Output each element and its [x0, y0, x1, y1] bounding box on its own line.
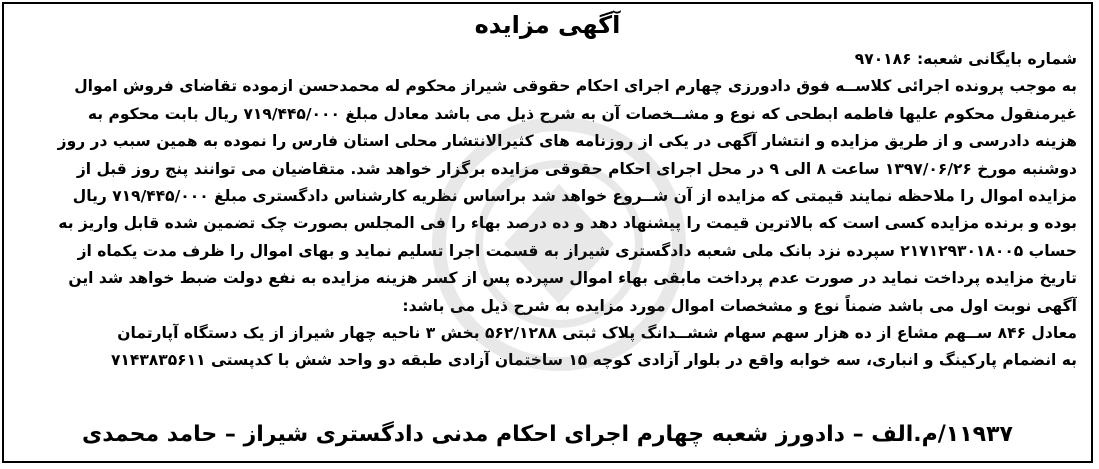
archive-number-line: شماره بایگانی شعبه: ۹۷۰۱۸۶	[854, 50, 1077, 68]
body-line: حساب ۲۱۷۱۲۹۳۰۱۸۰۰۵ سپرده نزد بانک ملی شعبه دادگستری شیراز به قسمت اجرا تسلیم نماید و بهای اموال را ظرف مدت یکماه از	[77, 241, 1077, 260]
property-line: معادل ۸۴۶ ســهم مشاع از ده هزار سهم سهام ششــدانگ پلاک ثبتی ۵۶۲/۱۲۸۸ بخش ۳ ناحیه چهار شیراز از یک دستگاه آپارتمان	[117, 324, 1077, 343]
body-line: هزینه دادرسی و از طریق مزایده و انتشار آگهی در یکی از روزنامه های کثیرالانتشار محلی استان فارس را نموده به همین سبب در روز	[57, 132, 1077, 151]
body-line: بوده و برنده مزایده کسی است که بالاترین قیمت را پیشنهاد دهد و ده درصد بهاء را فی المجلس بصورت چک تضمین شده قابل واریز به	[58, 214, 1077, 233]
notice-frame	[2, 2, 1093, 463]
body-line: غیرمنقول محکوم علیها فاطمه ابطحی که نوع و مشــخصات آن به شرح ذیل می باشد معادل مبلغ ۷۱۹/۴۴۵/۰۰۰ ریال بابت محکوم به	[87, 104, 1077, 123]
body-line: آگهی نوبت اول می باشد ضمناً نوع و مشخصات اموال مورد مزایده به شرح ذیل می باشد:	[402, 296, 1077, 315]
notice-footer: ۱۱۹۳۷/م.الف – دادورز شعبه چهارم اجرای احکام مدنی دادگستری شیراز – حامد محمدی	[82, 422, 1013, 447]
body-line: تاریخ مزایده پرداخت نماید در صورت عدم پرداخت مابقی بهاء اموال سپرده پس از کسر هزینه مزایده به نفع دولت ضبط خواهد شد این	[68, 269, 1077, 288]
property-line: به انضمام پارکینگ و انباری، سه خوابه واقع در بلوار آزادی کوچه ۱۵ ساختمان آزادی طبقه دو واحد شش با کدپستی ۷۱۴۳۸۳۵۶۱۱	[110, 351, 1077, 370]
body-line: به موجب پرونده اجرائی کلاســه فوق دادورزی چهارم اجرای احکام حقوقی شیراز محکوم له محمدحسن ازموده تقاضای فروش اموال	[74, 77, 1077, 96]
body-line: دوشنبه مورخ ۱۳۹۷/۰۶/۲۶ ساعت ۸ الی ۹ در محل اجرای احکام حقوقی مزایده برگزار خواهد شد. متقاضیان می توانند پنج روز قبل از	[76, 159, 1077, 178]
body-line: مزایده اموال را ملاحظه نمایند قیمتی که مزایده از آن شــروع خواهد شد براساس نظریه کارشناس دادگستری مبلغ ۷۱۹/۴۴۵/۰۰۰ ریال	[72, 187, 1077, 206]
notice-title: آگهی مزایده	[474, 11, 621, 39]
notice-body	[18, 46, 1077, 375]
